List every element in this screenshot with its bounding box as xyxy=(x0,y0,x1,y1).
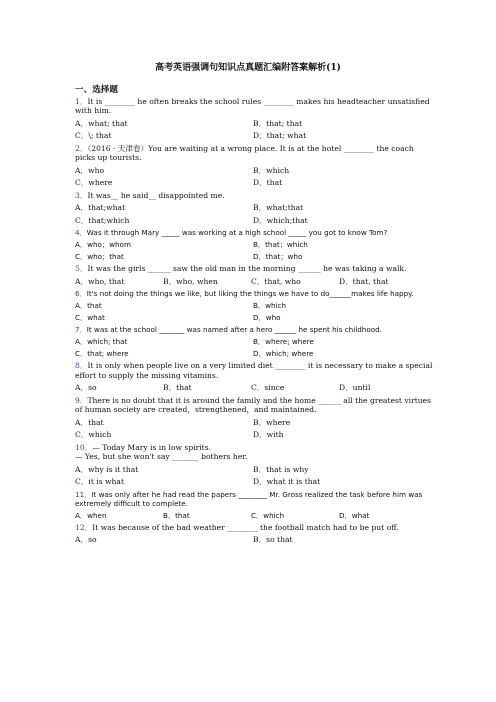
question-number: 5． xyxy=(75,264,88,274)
option: A．that;what xyxy=(75,203,126,213)
option: B．so that xyxy=(253,535,293,545)
question-text-reply: — Yes, but she won't say _______ bothers her. xyxy=(75,452,248,462)
option: D．that; what xyxy=(253,131,307,141)
question-12 xyxy=(75,523,433,545)
question-text: It was only after he had read the papers ________ Mr. Gross realized the task before him was extremely difficult to complete. xyxy=(75,489,423,508)
option: B．that xyxy=(163,510,190,520)
option: C．what xyxy=(75,313,105,323)
question-7 xyxy=(75,325,433,358)
option: B．that；which xyxy=(253,240,308,250)
option: A．who xyxy=(75,165,105,175)
option: B．which xyxy=(253,165,290,175)
option: B．what;that xyxy=(253,203,304,213)
option: A．so xyxy=(75,383,97,393)
option: C．which xyxy=(75,430,112,440)
question-text: It is ________ he often breaks the school rules ________ makes his headteacher unsatisfied with him. xyxy=(75,97,430,116)
question-number: 4． xyxy=(75,228,87,238)
question-number: 6． xyxy=(75,289,87,299)
option: D．that；who xyxy=(253,252,303,262)
option: D．until xyxy=(339,383,371,393)
option: D．which;that xyxy=(253,215,308,225)
question-10 xyxy=(75,443,433,487)
option: D．who xyxy=(253,313,281,323)
option: C．\; that xyxy=(75,131,112,141)
question-11 xyxy=(75,490,433,520)
question-8 xyxy=(75,361,433,392)
option: A．why is it that xyxy=(75,464,139,474)
option: D．which; where xyxy=(253,349,314,359)
question-text: There is no doubt that it is around the family and the home ______ all the greatest virtues of human society are created，strengthened，and maintained. xyxy=(75,395,432,415)
question-2 xyxy=(75,144,433,188)
option: A．which; that xyxy=(75,337,128,347)
question-4 xyxy=(75,228,433,261)
question-number: 7． xyxy=(75,325,87,335)
option: C．where xyxy=(75,178,113,188)
option: C．it is what xyxy=(75,477,125,487)
question-text: It is only when people live on a very limited diet ________ it is necessary to make a special effort to supply the missing vitamins. xyxy=(75,361,433,380)
option: B．where xyxy=(253,417,291,427)
option: A．so xyxy=(75,535,97,545)
document-title: 高考英语强调句知识点真题汇编附答案解析(1) xyxy=(155,63,341,73)
option: B．which xyxy=(253,301,287,311)
question-1 xyxy=(75,97,433,141)
question-3 xyxy=(75,191,433,225)
option: C．since xyxy=(251,383,285,393)
option: A．who；whom xyxy=(75,240,131,250)
question-number: 12． xyxy=(75,522,93,532)
option: D．that, that xyxy=(339,276,389,286)
question-text: （2016 · 天津卷）You are waiting at a wrong place. It is at the hotel ________ the coach picks up tourists. xyxy=(75,143,414,163)
question-number: 3． xyxy=(75,190,88,200)
option: A．that xyxy=(75,301,102,311)
option: B．where; where xyxy=(253,337,314,347)
question-5 xyxy=(75,264,433,286)
question-number: 1． xyxy=(75,97,88,106)
option: A．what; that xyxy=(75,118,128,128)
option: A．when xyxy=(75,510,107,520)
question-text: Was it through Mary _____ was working at a high school _____ you got to know Tom? xyxy=(86,228,388,238)
option: C．who；that xyxy=(75,252,124,262)
option: C．that;which xyxy=(75,215,130,225)
option: A．that xyxy=(75,417,104,427)
question-number: 11． xyxy=(75,489,92,499)
question-text: — Today Mary is in low spirits. xyxy=(92,442,212,452)
option: B．who, when xyxy=(163,276,218,286)
question-text: It was__ he said__ disappointed me. xyxy=(87,190,225,200)
section-title: 一、选择题 xyxy=(75,85,118,95)
question-number: 10． xyxy=(75,442,93,452)
option: D．what xyxy=(339,510,370,520)
option: B．that xyxy=(163,383,192,393)
option: A．who, that xyxy=(75,276,125,286)
option: C．which xyxy=(251,510,285,520)
option: B．that is why xyxy=(253,464,309,474)
option: D．what it is that xyxy=(253,477,321,487)
question-text: It's not doing the things we like, but liking the things we have to do______makes life happy. xyxy=(86,289,414,299)
option: C．that; where xyxy=(75,349,129,359)
option: D．that xyxy=(253,178,283,188)
question-number: 8． xyxy=(75,361,88,371)
option: C．that, who xyxy=(251,276,301,286)
question-9 xyxy=(75,396,433,440)
question-6 xyxy=(75,289,433,322)
question-text: It was the girls ______ saw the old man in the morning ______ he was taking a walk. xyxy=(87,264,407,274)
question-number: 2． xyxy=(75,143,88,153)
question-text: It was because of the bad weather ________ the football match had to be put off. xyxy=(92,522,399,532)
option: D．with xyxy=(253,430,284,440)
question-list xyxy=(75,97,433,545)
question-number: 9． xyxy=(75,395,88,405)
question-text: It was at the school _______ was named after a hero ______ he spent his childhood. xyxy=(86,325,382,335)
option: B．that; that xyxy=(253,118,303,128)
